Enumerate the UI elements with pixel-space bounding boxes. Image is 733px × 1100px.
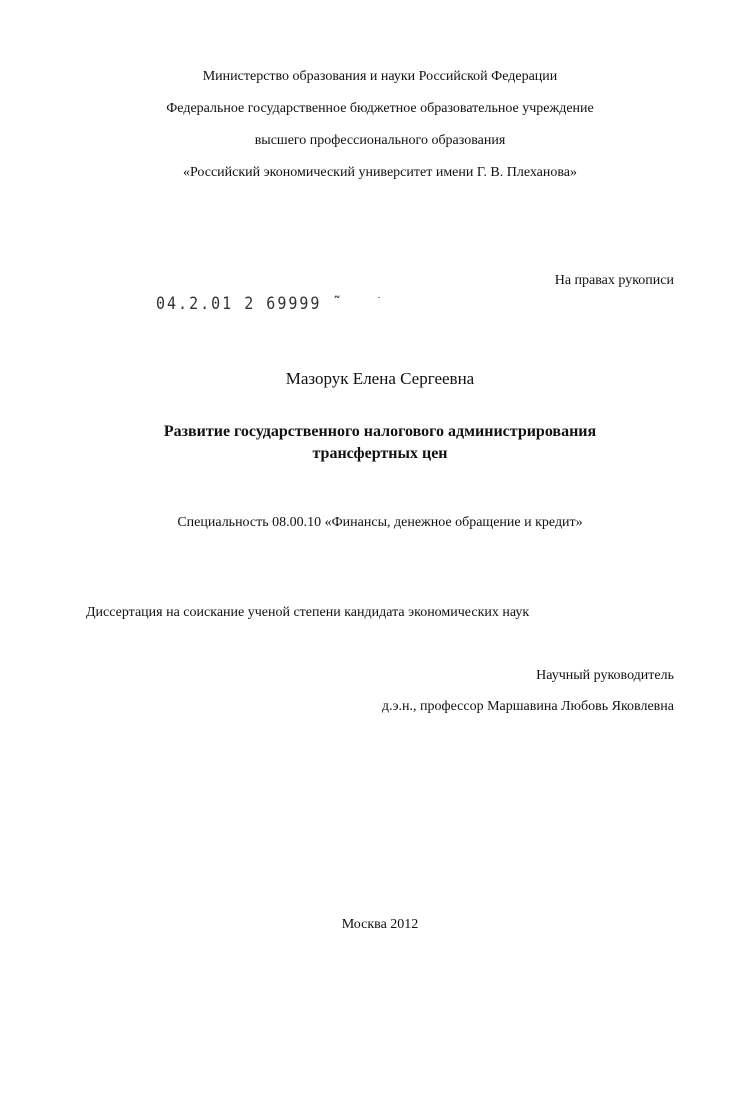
scan-speck [378, 297, 380, 298]
city-year: Москва 2012 [341, 917, 419, 932]
supervisor-name: д.э.н., профессор Маршавина Любовь Яковлевна [381, 699, 674, 714]
university-name-line: «Российский экономический университет имени Г. В. Плеханова» [182, 165, 578, 180]
education-level-line: высшего профессионального образования [254, 133, 506, 148]
supervisor-label: Научный руководитель [536, 668, 674, 683]
ministry-line: Министерство образования и науки Российской Федерации [202, 69, 558, 84]
dissertation-degree-line: Диссертация на соискание ученой степени кандидата экономических наук [86, 605, 530, 620]
dissertation-title-line2: трансфертных цен [312, 445, 448, 462]
specialty-line: Специальность 08.00.10 «Финансы, денежное обращение и кредит» [177, 515, 583, 530]
institution-type-line: Федеральное государственное бюджетное образовательное учреждение [166, 101, 594, 116]
author-name: Мазорук Елена Сергеевна [285, 369, 475, 388]
rights-note: На правах рукописи [554, 273, 674, 288]
dissertation-title-line1: Развитие государственного налогового администрирования [163, 423, 597, 440]
registration-stamp-number: 04.2.01 2 69999 ˜ [156, 293, 344, 314]
